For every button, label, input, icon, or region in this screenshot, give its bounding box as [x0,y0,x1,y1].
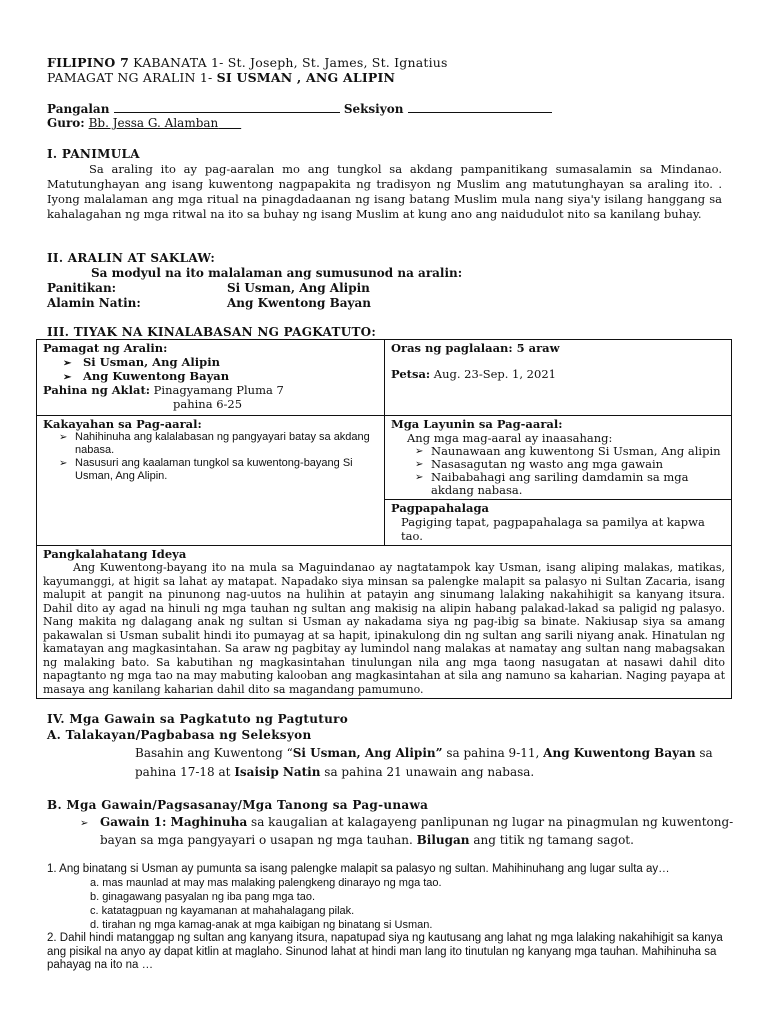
scope-subheading: Sa modyul na ito malalaman ang sumusunod na aralin: [91,266,463,280]
gawain-line-2: bayan sa mga pangyayari o usapan ng mga tauhan. Bilugan ang titik ng tamang sagot. [100,833,634,847]
question-1-option-c[interactable]: c. katatagpuan ng kayamanan at mahahalagang pilak. [90,905,355,917]
section-field[interactable] [408,100,552,113]
pagpapahalaga-label: Pagpapahalaga [391,501,489,515]
pahina-value: Pinagyamang Pluma 7 [153,383,284,397]
arrow-bullet-icon: ➢ [63,372,72,383]
pamagat-item: ➢ Si Usman, Ang Alipin [63,355,220,369]
pagpapahalaga-value: Pagiging tapat, pagpapahalaga sa pamilya at kapwa tao. [401,515,705,543]
question-1-option-b[interactable]: b. ginagawang pasyalan ng iba pang mga tao. [90,891,316,903]
section-label: Seksiyon [343,102,404,116]
panitikan-value: Si Usman, Ang Alipin [227,281,370,295]
intro-text: Sa araling ito ay pag-aaralan mo ang tungkol sa akdang pampanitikang sumasalamin sa Mindanao. Matutunghayan ang isang kuwentong nagpapakita ng tradisyon ng Muslim ang matutunghayan sa araling ito. . Iyong malalaman ang mga ritual na pinagdadaanan ng isang batang Muslim mula nang siya'y isilang hanggang sa kahalagahan ng mga ritwal na ito sa buhay ng isang Muslim at kung ano ang naidudulot nito sa kanilang buhay. [47,162,722,221]
question-2: 2. Dahil hindi matanggap ng sultan ang kanyang itsura, napatupad siya ng kautusang ang lahat ng mga lalaking nakahihigit sa kanya ang pisikal na anyo ay dapat kitlin at maglaho. Sinunod lahat at hindi man lang ito tinutulan ng kanyang mga tauhan. Mahihinuha sa pahayag na ito na … [47,932,723,971]
pahina-pages: pahina 6-25 [173,397,243,411]
header-line-2 [47,70,395,85]
lesson-title: SI USMAN , ANG ALIPIN [216,70,396,85]
pagpapahalaga-cell [385,500,732,546]
kakayahan-item: ➢ Nasusuri ang kaalaman tungkol sa kuwentong-bayang Si Usman, Ang Alipin. [57,457,378,483]
scope-heading: II. ARALIN AT SAKLAW: [47,251,216,265]
objectives-table [36,339,732,699]
oras-label: Oras ng paglalaan: 5 araw [391,341,560,355]
layunin-item: ➢ Naibabahagi ang sariling damdamin sa mga akdang nabasa. [413,471,725,497]
header-line-1 [47,55,448,70]
question-1-option-a[interactable]: a. mas maunlad at may mas malaking palengkeng dinarayo ng mga tao. [90,877,442,889]
ideya-cell [37,546,732,699]
kakayahan-label: Kakayahan sa Pag-aaral: [43,417,202,431]
petsa-row [391,367,725,381]
teacher-row [47,116,241,131]
petsa-label: Petsa: [391,367,431,381]
lesson-prefix: PAMAGAT NG ARALIN 1- [47,70,213,85]
gawain-line-1: ➢ Gawain 1: Maghinuha sa kaugalian at kalagayeng panlipunan ng lugar na pinagmulan ng kuwentong- [80,815,734,829]
kakayahan-list [43,431,378,483]
activity-a-line-2: pahina 17-18 at Isaisip Natin sa pahina 21 unawain ang nabasa. [135,765,535,779]
alamin-value: Ang Kwentong Bayan [227,296,371,310]
ideya-text: Ang Kuwentong-bayang ito na mula sa Maguindanao ay nagtatampok kay Usman, isang aliping malakas, matikas, kayumanggi, at higit sa lahat ay matapat. Napadako siya minsan sa palengke malapit sa palasyo ni Sultan Zacaria, isang malupit at pangit na pinunong nag-uutos na hulihin at patayin ang sinumang lalaking nakahihigit sa kanyang itsura. Dahil dito ay agad na hinuli ng mga tauhan ng sultan ang makisig na alipin habang palakad-lakad sa paligid ng palasyo. Nang makita ng dalagang anak ng sultan si Usman ay nakadama siya ng pag-ibig sa binate. Nakiusap siya sa amang pakawalan si Usman subalit hindi ito pumayag at sa hapit, ipinakulong din ng sultan ang sarili niyang anak. Hinatulan ng kamatayan ang magkasintahan. Sa araw ng pagbitay ay lumindol nang malakas at namatay ang sultan nang mabagsakan ng malaking bato. Sa kabutihan ng magkasintahan tinulungan nila ang mga taong nasugatan at nasawi dahil dito napagtanto ng mga tao na may mabuting kalooban ang magkasintahan at sila ang namuno sa kaharian. Naging payapa at masaya ang kanilang kaharian dahil dito sa magandang pamumuno. [43,561,725,696]
activity-a-heading: A. Talakayan/Pagbabasa ng Seleksyon [47,728,312,742]
layunin-cell [385,416,732,500]
teacher-value: Bb. Jessa G. Alamban [88,116,219,130]
teacher-label: Guro: [47,116,85,130]
name-row [47,100,552,117]
intro-heading: I. PANIMULA [47,147,140,161]
question-1-option-d[interactable]: d. tirahan ng mga kamag-anak at mga kaibigan ng binatang si Usman. [90,919,433,931]
subject-label: FILIPINO 7 [47,55,129,70]
arrow-bullet-icon: ➢ [63,358,72,369]
petsa-value: Aug. 23-Sep. 1, 2021 [433,367,556,381]
layunin-intro: Ang mga mag-aaral ay inaasahang: [407,431,613,445]
layunin-list [391,445,725,497]
pahina-label: Pahina ng Aklat: [43,383,151,397]
arrow-bullet-icon: ➢ [80,818,89,829]
alamin-label: Alamin Natin: [47,296,141,310]
kakayahan-cell [37,416,385,546]
ideya-label: Pangkalahatang Ideya [43,547,187,561]
name-label: Pangalan [47,102,110,116]
layunin-label: Mga Layunin sa Pag-aaral: [391,417,563,431]
panitikan-label: Panitikan: [47,281,117,295]
chapter-label: KABANATA 1- St. Joseph, St. James, St. Ignatius [133,55,448,70]
layunin-item: ➢ Nasasagutan ng wasto ang mga gawain [413,458,725,471]
kakayahan-item: ➢ Nahihinuha ang kalalabasan ng pangyayari batay sa akdang nabasa. [57,431,378,457]
pamagat-item: ➢ Ang Kuwentong Bayan [63,369,230,383]
targets-heading: III. TIYAK NA KINALABASAN NG PAGKATUTO: [47,325,377,339]
question-1: 1. Ang binatang si Usman ay pumunta sa isang palengke malapit sa palasyo ng sultan. Mahihinuhang ang lugar sulta ay… [47,863,670,875]
name-field[interactable] [114,100,340,113]
activity-b-heading: B. Mga Gawain/Pagsasanay/Mga Tanong sa Pag-unawa [47,798,429,812]
layunin-item: ➢ Naunawaan ang kuwentong Si Usman, Ang alipin [413,445,725,458]
pamagat-cell [37,340,385,416]
pahina-row [43,383,378,397]
activities-heading: IV. Mga Gawain sa Pagkatuto ng Pagtuturo [47,712,349,726]
activity-a-line-1: Basahin ang Kuwentong “Si Usman, Ang Alipin” sa pahina 9-11, Ang Kuwentong Bayan sa [135,746,713,760]
pamagat-label: Pamagat ng Aralin: [43,341,168,355]
oras-cell [385,340,732,416]
